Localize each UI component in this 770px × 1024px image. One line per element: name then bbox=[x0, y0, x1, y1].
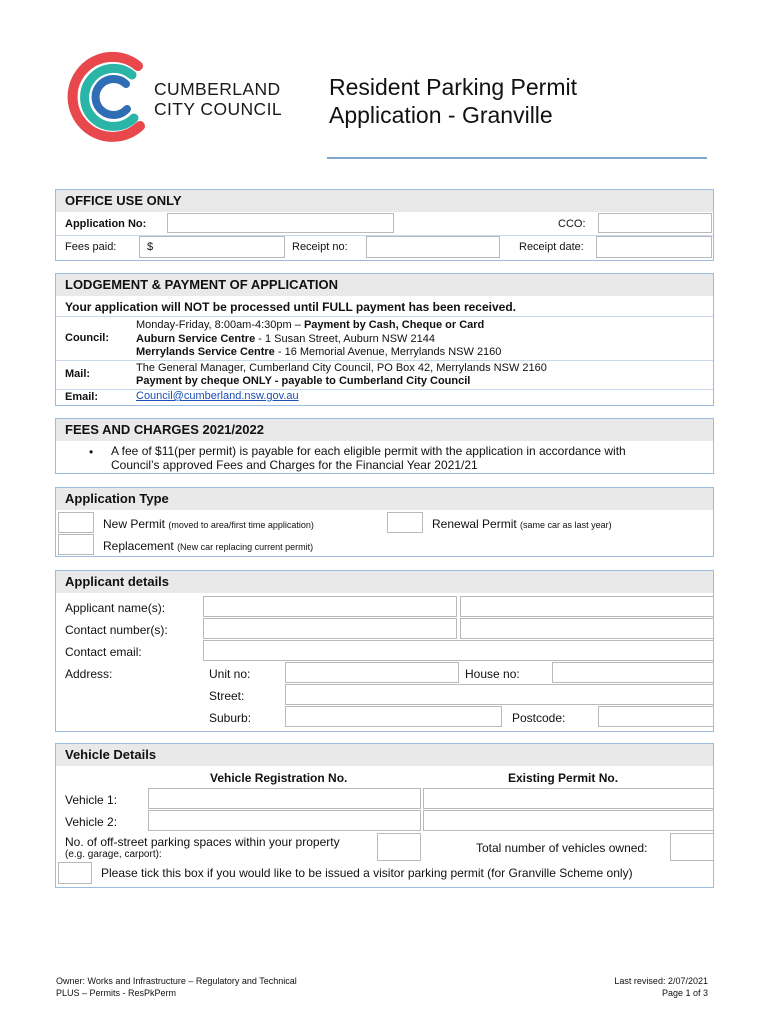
fees-title: FEES AND CHARGES 2021/2022 bbox=[65, 422, 264, 437]
lodgement-divider-1 bbox=[56, 316, 713, 317]
fees-paid-label: Fees paid: bbox=[65, 241, 117, 253]
footer-page: Page 1 of 3 bbox=[661, 988, 708, 998]
address-label: Address: bbox=[65, 667, 113, 681]
renewal-permit-option bbox=[432, 517, 612, 531]
applicant-details-section bbox=[55, 570, 714, 732]
email-label: Email: bbox=[65, 391, 99, 403]
house-no-field[interactable] bbox=[552, 662, 714, 683]
vehicle-details-title: Vehicle Details bbox=[65, 747, 157, 762]
mail-payment-note: Payment by cheque ONLY - payable to Cumberland City Council bbox=[136, 375, 471, 387]
vehicle-details-section bbox=[55, 743, 714, 888]
new-permit-label: New Permit bbox=[103, 517, 166, 531]
logo-text-line1: CUMBERLAND bbox=[154, 79, 281, 99]
council-logo-icon bbox=[60, 48, 160, 143]
house-no-label: House no: bbox=[465, 667, 520, 681]
postcode-label: Postcode: bbox=[512, 711, 566, 725]
visitor-permit-label: Please tick this box if you would like to be issued a visitor parking permit (for Granville Scheme only) bbox=[101, 866, 633, 880]
applicant-name-field-2[interactable] bbox=[460, 596, 714, 617]
mail-address: The General Manager, Cumberland City Council, PO Box 42, Merrylands NSW 2160 bbox=[136, 362, 547, 374]
payment-warning: Your application will NOT be processed until FULL payment has been received. bbox=[65, 300, 516, 314]
contact-number-field-2[interactable] bbox=[460, 618, 714, 639]
offstreet-label: No. of off-street parking spaces within your property bbox=[65, 835, 340, 849]
auburn-centre-name: Auburn Service Centre bbox=[136, 333, 256, 345]
footer-revised: Last revised: 2/07/2021 bbox=[614, 976, 708, 986]
office-use-section bbox=[55, 189, 714, 261]
vehicle-rego-header: Vehicle Registration No. bbox=[210, 771, 348, 785]
page-title-line1: Resident Parking Permit bbox=[329, 74, 577, 100]
application-type-title: Application Type bbox=[65, 491, 169, 506]
offstreet-spaces-field[interactable] bbox=[377, 833, 421, 861]
auburn-centre bbox=[136, 333, 435, 345]
merrylands-centre bbox=[136, 346, 501, 358]
contact-email-field[interactable] bbox=[203, 640, 714, 661]
offstreet-note: (e.g. garage, carport): bbox=[65, 849, 162, 860]
fees-line1: A fee of $11(per permit) is payable for each eligible permit with the application in accordance with bbox=[111, 444, 626, 458]
receipt-date-field[interactable] bbox=[596, 236, 712, 258]
postcode-field[interactable] bbox=[598, 706, 714, 727]
cco-label: CCO: bbox=[558, 218, 586, 230]
visitor-permit-checkbox[interactable] bbox=[58, 862, 92, 884]
suburb-field[interactable] bbox=[285, 706, 502, 727]
fees-section bbox=[55, 418, 714, 474]
replacement-checkbox[interactable] bbox=[58, 534, 94, 555]
merrylands-centre-address: - 16 Memorial Avenue, Merrylands NSW 2160 bbox=[274, 346, 502, 358]
title-divider bbox=[327, 157, 707, 159]
vehicle2-label: Vehicle 2: bbox=[65, 815, 118, 829]
total-vehicles-label: Total number of vehicles owned: bbox=[476, 841, 648, 855]
lodgement-divider-2 bbox=[56, 360, 713, 361]
mail-label: Mail: bbox=[65, 368, 91, 380]
new-permit-option bbox=[103, 517, 314, 531]
auburn-centre-address: - 1 Susan Street, Auburn NSW 2144 bbox=[255, 333, 435, 345]
suburb-label: Suburb: bbox=[209, 711, 252, 725]
dollar-sign: $ bbox=[147, 241, 154, 253]
contact-numbers-label: Contact number(s): bbox=[65, 623, 168, 637]
total-vehicles-field[interactable] bbox=[670, 833, 714, 861]
applicant-name-field-1[interactable] bbox=[203, 596, 457, 617]
footer-owner: Owner: Works and Infrastructure – Regulatory and Technical bbox=[56, 976, 297, 986]
fees-paid-field[interactable] bbox=[139, 236, 285, 258]
contact-number-field-1[interactable] bbox=[203, 618, 457, 639]
new-permit-checkbox[interactable] bbox=[58, 512, 94, 533]
vehicle2-permit-field[interactable] bbox=[423, 810, 714, 831]
merrylands-centre-name: Merrylands Service Centre bbox=[136, 346, 275, 358]
renewal-permit-note: (same car as last year) bbox=[520, 520, 612, 530]
application-type-section bbox=[55, 487, 714, 557]
council-email-link[interactable]: Council@cumberland.nsw.gov.au bbox=[136, 390, 299, 402]
vehicle2-rego-field[interactable] bbox=[148, 810, 421, 831]
council-hours bbox=[136, 319, 484, 331]
lodgement-section bbox=[55, 273, 714, 406]
replacement-option bbox=[103, 539, 313, 553]
logo-text-line2: CITY COUNCIL bbox=[154, 99, 282, 119]
existing-permit-header: Existing Permit No. bbox=[508, 771, 619, 785]
council-logo bbox=[60, 48, 300, 143]
council-label: Council: bbox=[65, 332, 109, 344]
receipt-no-field[interactable] bbox=[366, 236, 500, 258]
fees-bullet: • bbox=[89, 445, 94, 459]
page-title-line2: Application - Granville bbox=[329, 102, 553, 128]
street-field[interactable] bbox=[285, 684, 714, 705]
fees-line2: Council’s approved Fees and Charges for the Financial Year 2021/21 bbox=[111, 458, 478, 472]
renewal-permit-label: Renewal Permit bbox=[432, 517, 517, 531]
new-permit-note: (moved to area/first time application) bbox=[168, 520, 314, 530]
vehicle1-permit-field[interactable] bbox=[423, 788, 714, 809]
application-no-field[interactable] bbox=[167, 213, 394, 233]
replacement-label: Replacement bbox=[103, 539, 174, 553]
cco-field[interactable] bbox=[598, 213, 712, 233]
renewal-permit-checkbox[interactable] bbox=[387, 512, 423, 533]
unit-no-field[interactable] bbox=[285, 662, 459, 683]
lodgement-title: LODGEMENT & PAYMENT OF APPLICATION bbox=[65, 277, 339, 292]
applicant-details-title: Applicant details bbox=[65, 574, 170, 589]
application-no-label: Application No: bbox=[65, 218, 147, 230]
vehicle1-rego-field[interactable] bbox=[148, 788, 421, 809]
office-use-title: OFFICE USE ONLY bbox=[65, 193, 182, 208]
receipt-date-label: Receipt date: bbox=[519, 241, 584, 253]
street-label: Street: bbox=[209, 689, 245, 703]
receipt-no-label: Receipt no: bbox=[292, 241, 348, 253]
footer-plus: PLUS – Permits - ResPkPerm bbox=[56, 988, 177, 998]
contact-email-label: Contact email: bbox=[65, 645, 142, 659]
vehicle1-label: Vehicle 1: bbox=[65, 793, 118, 807]
council-hours-text: Monday-Friday, 8:00am-4:30pm – bbox=[136, 319, 304, 331]
replacement-note: (New car replacing current permit) bbox=[177, 542, 314, 552]
applicant-names-label: Applicant name(s): bbox=[65, 601, 166, 615]
council-payment-methods: Payment by Cash, Cheque or Card bbox=[303, 319, 485, 331]
unit-no-label: Unit no: bbox=[209, 667, 251, 681]
